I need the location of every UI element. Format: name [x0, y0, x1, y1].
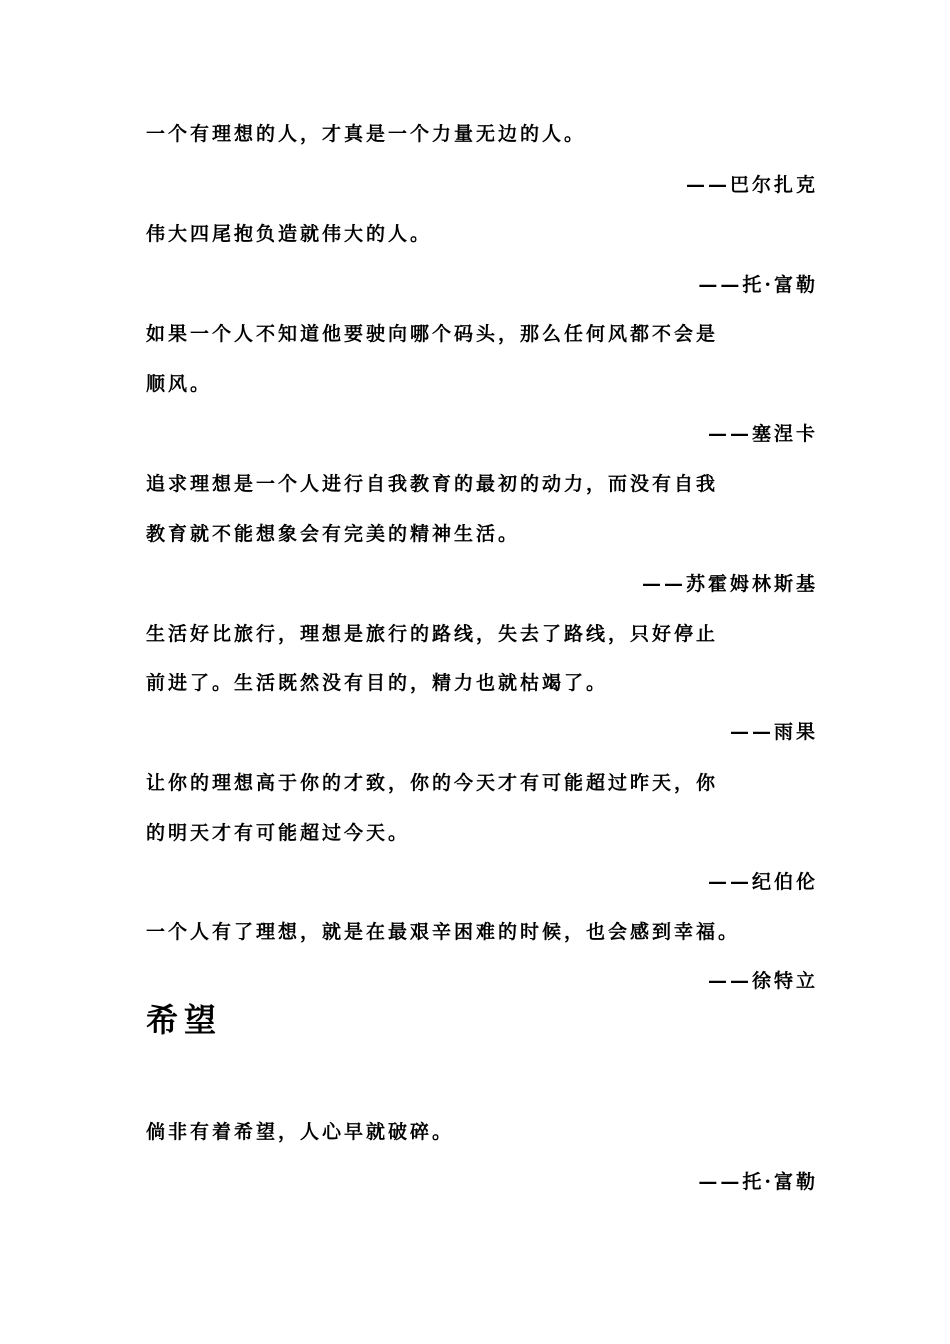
quote-1-author: ——巴尔扎克: [685, 174, 818, 196]
section-title: 希望: [146, 1001, 223, 1039]
quote-4-author: ——苏霍姆林斯基: [641, 573, 818, 595]
quote-5-author: ——雨果: [729, 721, 818, 743]
quote-7-author: ——徐特立: [707, 970, 818, 992]
quote-5-line-2: 前进了。生活既然没有目的，精力也就枯竭了。: [146, 672, 609, 694]
quote-6-line-1: 让你的理想高于你的才致，你的今天才有可能超过昨天，你: [146, 772, 719, 794]
quote-3-line-1: 如果一个人不知道他要驶向哪个码头，那么任何风都不会是: [146, 323, 719, 345]
quote-7-line-1: 一个人有了理想，就是在最艰辛困难的时候，也会感到幸福。: [146, 921, 741, 943]
section-quote-1-line-1: 倘非有着希望，人心早就破碎。: [146, 1121, 455, 1143]
quote-2-author: ——托·富勒: [698, 274, 818, 296]
section-quote-1-author: ——托·富勒: [698, 1171, 818, 1193]
quote-6-author: ——纪伯伦: [707, 871, 818, 893]
quote-1-line-1: 一个有理想的人，才真是一个力量无边的人。: [146, 123, 587, 145]
quote-4-line-1: 追求理想是一个人进行自我教育的最初的动力，而没有自我: [146, 473, 719, 495]
quote-3-line-2: 顺风。: [146, 373, 213, 395]
quote-3-author: ——塞涅卡: [707, 423, 818, 445]
quote-2-line-1: 伟大四尾抱负造就伟大的人。: [146, 223, 433, 245]
quote-4-line-2: 教育就不能想象会有完美的精神生活。: [146, 523, 521, 545]
quote-6-line-2: 的明天才有可能超过今天。: [146, 822, 411, 844]
quote-5-line-1: 生活好比旅行，理想是旅行的路线，失去了路线，只好停止: [146, 623, 719, 645]
